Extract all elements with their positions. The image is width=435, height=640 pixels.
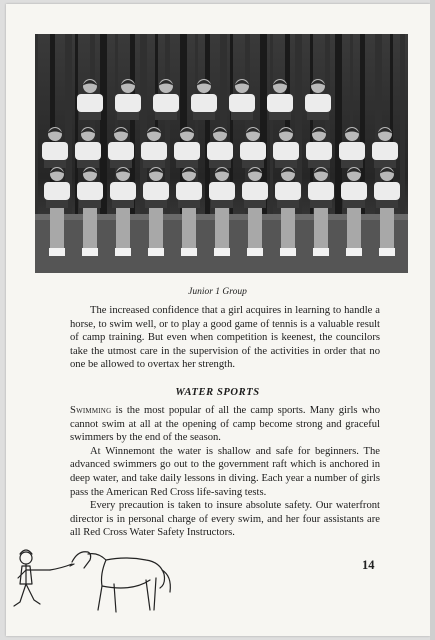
lead-word: Swimming bbox=[70, 405, 112, 416]
tree-trunk bbox=[335, 34, 342, 219]
tree-trunk bbox=[270, 34, 273, 219]
page-number: 14 bbox=[362, 558, 375, 572]
intro-paragraph: The increased confidence that a girl acquires in learning to handle a horse, to swim well, or to play a good game of tennis is a valuable result of camp training. But even when competition is keenest, the councilors take the utmost care in the supervision of the activities in order that no one be allowed to overtax her strength. bbox=[70, 305, 380, 371]
winnemont-paragraph: At Winnemont the water is shallow and safe for beginners. The advanced swimmers go out to the government raft which is anchored in deep water, and take daily lessons in diving. Each year a number of girls pass the American Red Cross life-saving tests. bbox=[70, 445, 380, 498]
page-edge bbox=[430, 0, 435, 640]
girl-leading-horse-sketch bbox=[10, 540, 175, 620]
safety-paragraph: Every precaution is taken to insure absolute safety. Our waterfront director is in personal charge of every swim, and her four assistants are all Red Cross Water Safety Instructors. bbox=[70, 500, 380, 539]
intro-text bbox=[70, 304, 380, 372]
photo-caption: Junior 1 Group bbox=[188, 287, 247, 297]
section-heading: WATER SPORTS bbox=[175, 387, 260, 398]
tree-trunk bbox=[35, 34, 38, 219]
group-photo bbox=[35, 34, 408, 273]
swimming-paragraph-rest: is the most popular of all the camp sports. Many girls who cannot swim at all at the opening of camp become strong and graceful swimmers by the end of the season. bbox=[70, 405, 380, 444]
swimming-paragraph bbox=[70, 404, 380, 445]
tree-trunk bbox=[400, 34, 405, 219]
group-photo-image bbox=[35, 34, 408, 273]
water-sports-text bbox=[70, 404, 380, 540]
